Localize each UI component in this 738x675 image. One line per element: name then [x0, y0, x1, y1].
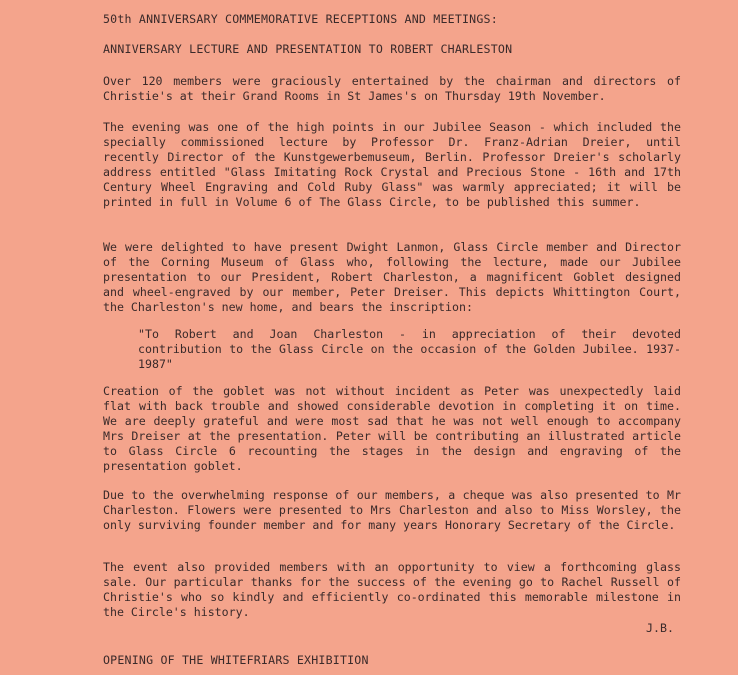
signature-initials: J.B. [646, 621, 674, 635]
paragraph-thanks: The event also provided members with an opportunity to view a forthcoming glass sale. Our particular thanks for the success of the evening go to Rachel Russell of Christie's who so kindly and efficiently co-ordinated this memorable milestone in the Circle's history. [103, 560, 681, 619]
paragraph-cheque-flowers: Due to the overwhelming response of our members, a cheque was also presented to Mr Charleston. Flowers were presented to Mrs Charleston and also to Miss Worsley, the only surviving founder member and for many years Honorary Secretary of the Circle. [103, 488, 681, 532]
paragraph-presentation: We were delighted to have present Dwight Lanmon, Glass Circle member and Director of the Corning Museum of Glass who, following the lecture, made our Jubilee presentation to our President, Robert Charleston, a magnificent Goblet designed and wheel-engraved by our member, Peter Dreiser. This depicts Whittington Court, the Charleston's new home, and bears the inscription: [103, 240, 681, 314]
main-heading: 50th ANNIVERSARY COMMEMORATIVE RECEPTIONS AND MEETINGS: [103, 12, 498, 26]
paragraph-lecture: The evening was one of the high points in our Jubilee Season - which included the specially commissioned lecture by Professor Dr. Franz-Adrian Dreier, until recently Director of the Kunstgewerbemuseum, Berlin. Professor Dreier's scholarly address entitled "Glass Imitating Rock Crystal and Precious Stone - 16th and 17th Century Wheel Engraving and Cold Ruby Glass" was warmly appreciated; it will be printed in full in Volume 6 of The Glass Circle, to be published this summer. [103, 120, 681, 209]
section-heading: ANNIVERSARY LECTURE AND PRESENTATION TO ROBERT CHARLESTON [103, 42, 513, 56]
next-section-heading: OPENING OF THE WHITEFRIARS EXHIBITION [103, 653, 369, 667]
paragraph-goblet-creation: Creation of the goblet was not without incident as Peter was unexpectedly laid flat with back trouble and showed considerable devotion in completing it on time. We are deeply grateful and were most sad that he was not well enough to accompany Mrs Dreiser at the presentation. Peter will be contributing an illustrated article to Glass Circle 6 recounting the stages in the design and engraving of the presentation goblet. [103, 384, 681, 473]
paragraph-attendance: Over 120 members were graciously entertained by the chairman and directors of Christie's at their Grand Rooms in St James's on Thursday 19th November. [103, 74, 681, 103]
goblet-inscription: "To Robert and Joan Charleston - in appreciation of their devoted contribution to the Glass Circle on the occasion of the Golden Jubilee. 1937-1987" [138, 327, 681, 371]
